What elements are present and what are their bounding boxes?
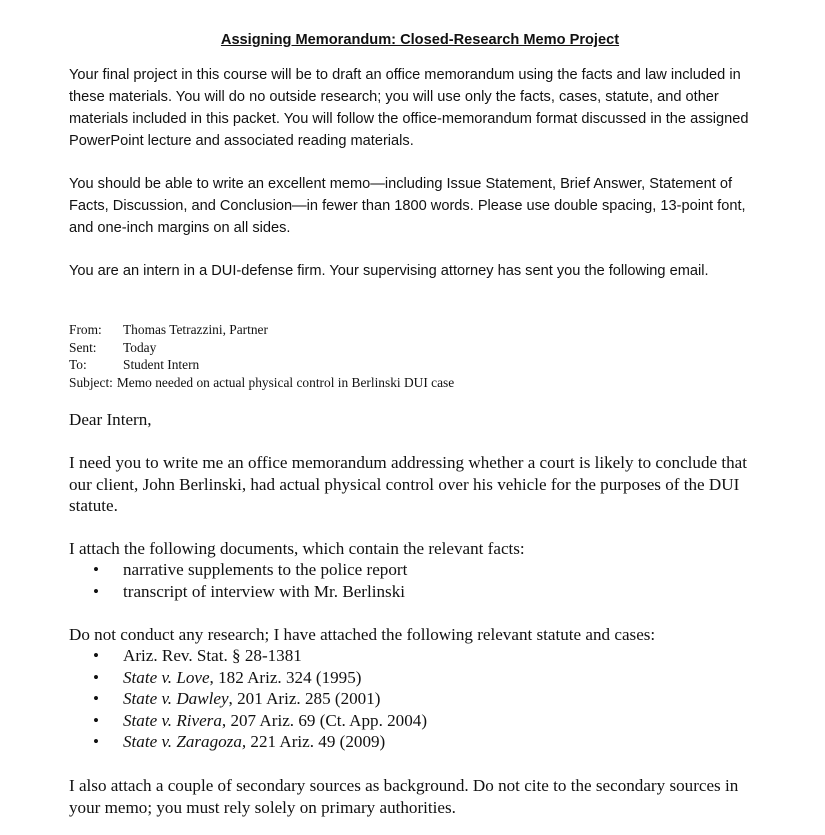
- email-paragraph-request: I need you to write me an office memorandum addressing whether a court is likely to conclude that our client, John Berlinski, had actual physical control over his vehicle for the purposes of the DUI statute.: [69, 453, 747, 516]
- intro-paragraph-scenario: You are an intern in a DUI-defense firm. Your supervising attorney has sent you the following email.: [69, 263, 709, 279]
- bullet-icon: •: [93, 646, 99, 665]
- email-from-label: From:: [69, 322, 102, 337]
- bullet-icon: •: [93, 689, 99, 709]
- list-item: [69, 731, 769, 753]
- list-item: [69, 667, 769, 689]
- email-greeting: Dear Intern,: [69, 410, 152, 429]
- email-sent-row: [69, 339, 769, 357]
- intro-paragraph-assignment: Your final project in this course will be to draft an office memorandum using the facts and law included in these materials. You will do no outside research; you will use only the facts, cases, statute, and other materials included in this packet. You will follow the office-memorandum format discussed in the assigned PowerPoint lecture and associated reading materials.: [69, 67, 749, 149]
- email-sent-value: Today: [123, 339, 157, 355]
- email-sent-label: Sent:: [69, 339, 97, 355]
- case-name: State v. Dawley: [123, 689, 229, 709]
- email-paragraph-secondary-sources: I also attach a couple of secondary sources as background. Do not cite to the secondary sources in your memo; you must rely solely on primary authorities.: [69, 776, 739, 817]
- authorities-list: [69, 645, 769, 753]
- list-item: [69, 645, 769, 667]
- list-item: [69, 688, 769, 710]
- fact-document-label: narrative supplements to the police report: [123, 560, 408, 579]
- email-subject-label: Subject:: [69, 374, 113, 390]
- case-name: State v. Zaragoza,: [123, 732, 247, 752]
- case-citation: 221 Ariz. 49 (2009): [246, 732, 386, 752]
- fact-documents-list: [69, 559, 769, 602]
- statute-citation: Ariz. Rev. Stat. § 28-1381: [123, 646, 302, 665]
- bullet-icon: •: [93, 560, 99, 579]
- case-citation: , 207 Ariz. 69 (Ct. App. 2004): [221, 710, 428, 730]
- email-from-value: Thomas Tetrazzini, Partner: [123, 322, 268, 337]
- list-item: [69, 581, 769, 603]
- bullet-icon: •: [93, 732, 99, 752]
- email-header: [69, 321, 769, 391]
- list-item: [69, 559, 769, 581]
- case-name: State v. Rivera: [123, 710, 222, 730]
- email-to-row: [69, 356, 769, 374]
- document-title: Assigning Memorandum: Closed-Research Memo Project: [220, 32, 620, 48]
- bullet-icon: •: [93, 710, 99, 730]
- bullet-icon: •: [93, 667, 99, 687]
- intro-paragraph-requirements: You should be able to write an excellent memo—including Issue Statement, Brief Answer, Statement of Facts, Discussion, and Conclusion—in fewer than 1800 words. Please use double spacing, 13-point font, and one-inch margins on all sides.: [69, 176, 746, 236]
- email-paragraph-facts-intro: I attach the following documents, which contain the relevant facts:: [69, 539, 525, 558]
- email-to-value: Student Intern: [123, 357, 200, 372]
- fact-document-label: transcript of interview with Mr. Berlinski: [123, 581, 405, 601]
- email-to-label: To:: [69, 357, 87, 372]
- email-from-row: [69, 321, 769, 339]
- email-subject-row: [69, 374, 769, 392]
- case-citation: , 201 Ariz. 285 (2001): [228, 689, 381, 709]
- list-item: [69, 710, 769, 732]
- email-subject-value: Memo needed on actual physical control in Berlinski DUI case: [116, 374, 455, 390]
- bullet-icon: •: [93, 581, 99, 601]
- case-citation: , 182 Ariz. 324 (1995): [209, 667, 362, 687]
- email-paragraph-authorities-intro: Do not conduct any research; I have attached the following relevant statute and cases:: [69, 625, 656, 644]
- case-name: State v. Love: [123, 667, 210, 687]
